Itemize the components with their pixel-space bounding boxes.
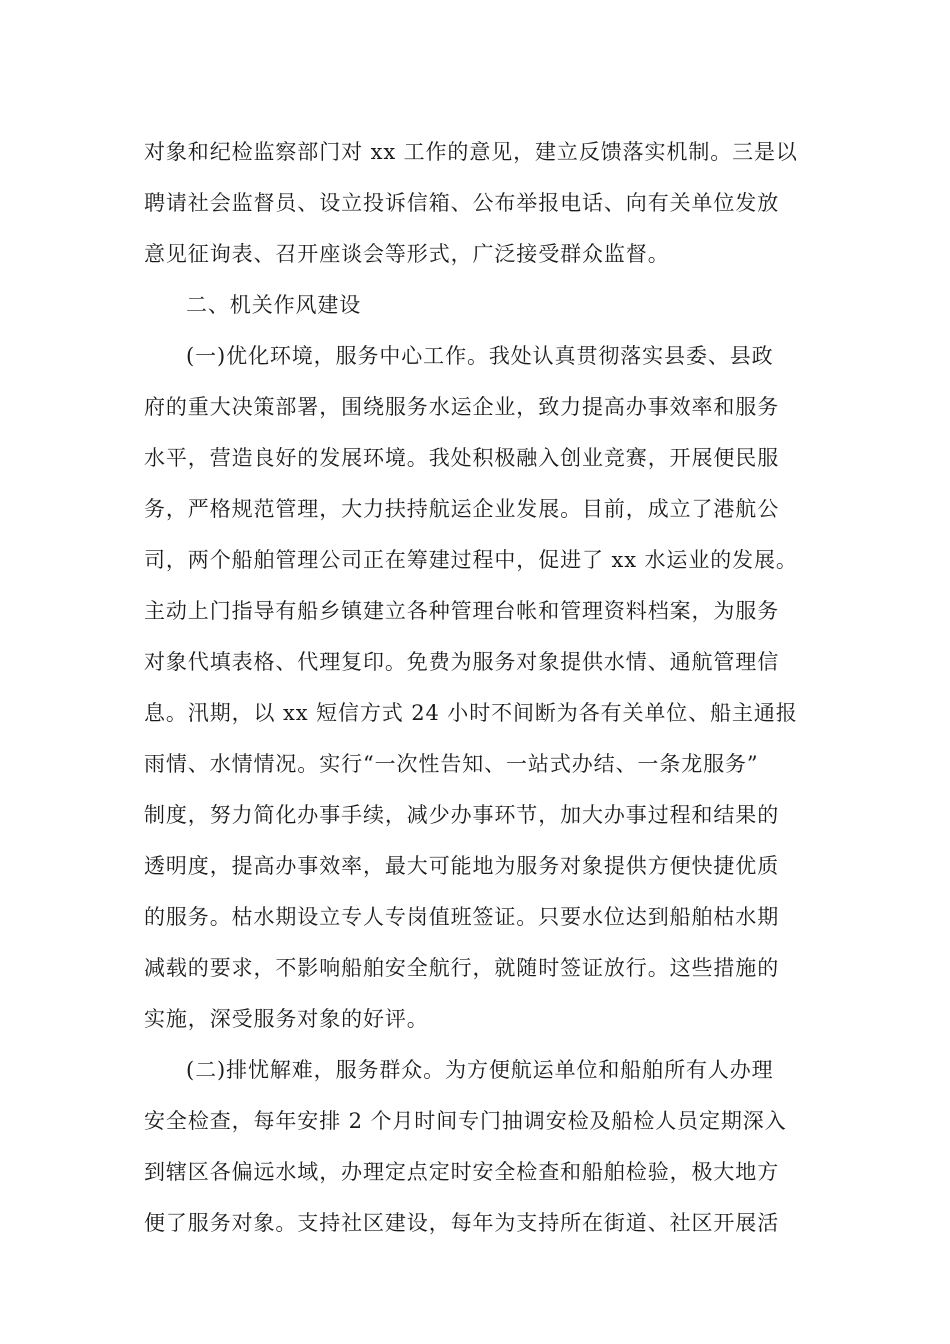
paragraph-line: 实施，深受服务对象的好评。 xyxy=(144,1007,429,1031)
paragraph-line: 对象和纪检监察部门对 xx 工作的意见，建立反馈落实机制。三是以 xyxy=(144,140,798,164)
paragraph-line: 安全检查，每年安排 2 个月时间专门抽调安检及船检人员定期深入 xyxy=(144,1109,787,1133)
paragraph-line: 制度，努力简化办事手续，减少办事环节，加大办事过程和结果的 xyxy=(144,803,780,827)
paragraph-line: 对象代填表格、代理复印。免费为服务对象提供水情、通航管理信 xyxy=(144,650,780,674)
section-heading: 二、机关作风建设 xyxy=(186,293,362,317)
paragraph-line: 到辖区各偏远水域，办理定点定时安全检查和船舶检验，极大地方 xyxy=(144,1160,780,1184)
paragraph-line: 的服务。枯水期设立专人专岗值班签证。只要水位达到船舶枯水期 xyxy=(144,905,780,929)
paragraph-line: 府的重大决策部署，围绕服务水运企业，致力提高办事效率和服务 xyxy=(144,395,780,419)
paragraph-line: 透明度，提高办事效率，最大可能地为服务对象提供方便快捷优质 xyxy=(144,854,780,878)
subsection-heading: (二)排忧解难，服务群众。为方便航运单位和船舶所有人办理 xyxy=(186,1058,774,1082)
paragraph-line: 便了服务对象。支持社区建设，每年为支持所在街道、社区开展活 xyxy=(144,1211,780,1235)
paragraph-line: 减载的要求，不影响船舶安全航行，就随时签证放行。这些措施的 xyxy=(144,956,780,980)
paragraph-line: 息。汛期，以 xx 短信方式 24 小时不间断为各有关单位、船主通报 xyxy=(144,701,798,725)
paragraph-line: 聘请社会监督员、设立投诉信箱、公布举报电话、向有关单位发放 xyxy=(144,191,780,215)
paragraph-line: 雨情、水情情况。实行“一次性告知、一站式办结、一条龙服务” xyxy=(144,752,759,776)
paragraph-line: 司，两个船舶管理公司正在筹建过程中，促进了 xx 水运业的发展。 xyxy=(144,548,798,572)
subsection-heading: (一)优化环境，服务中心工作。我处认真贯彻落实县委、县政 xyxy=(186,344,774,368)
paragraph-line: 意见征询表、召开座谈会等形式，广泛接受群众监督。 xyxy=(144,242,670,266)
paragraph-line: 主动上门指导有船乡镇建立各种管理台帐和管理资料档案，为服务 xyxy=(144,599,780,623)
paragraph-line: 务，严格规范管理，大力扶持航运企业发展。目前，成立了港航公 xyxy=(144,497,780,521)
paragraph-line: 水平，营造良好的发展环境。我处积极融入创业竞赛，开展便民服 xyxy=(144,446,780,470)
